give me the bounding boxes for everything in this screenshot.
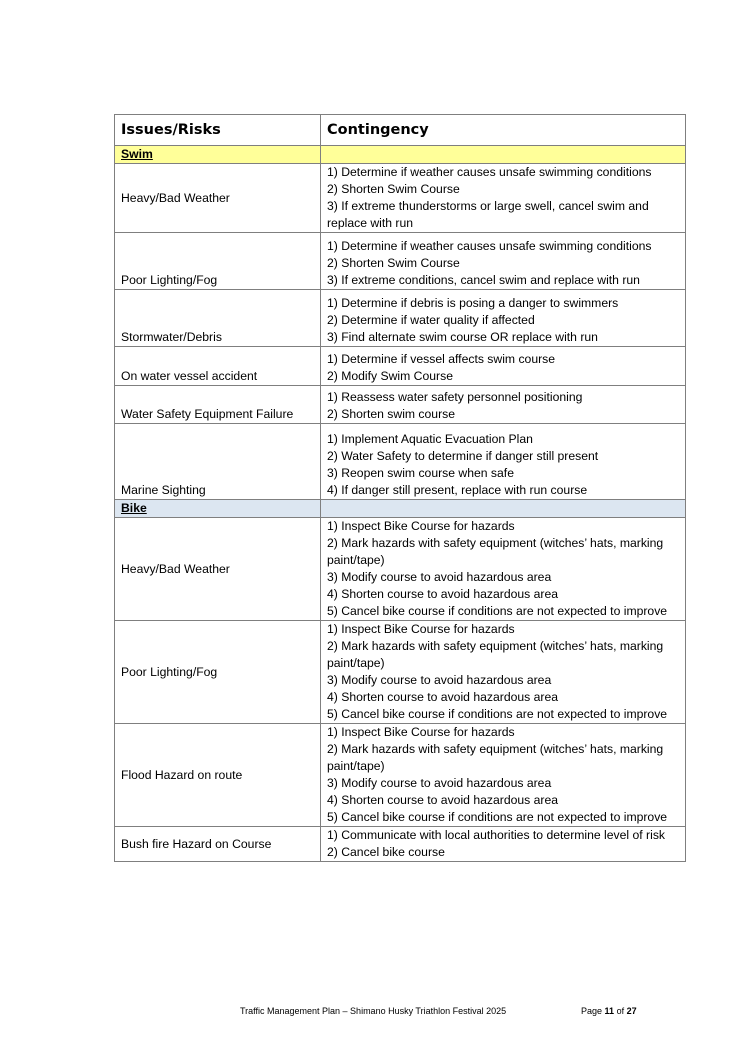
contingency-cell bbox=[321, 424, 686, 500]
header-issues-risks: Issues/Risks bbox=[115, 115, 321, 146]
contingency-line: 1) Determine if weather causes unsafe swimming conditions bbox=[327, 165, 652, 179]
contingency-line: 2) Modify Swim Course bbox=[327, 369, 453, 383]
contingency-line: 2) Cancel bike course bbox=[327, 845, 445, 859]
contingency-cell bbox=[321, 386, 686, 424]
contingency-line: 3) If extreme thunderstorms or large swell, cancel swim and replace with run bbox=[327, 199, 649, 230]
contingency-cell bbox=[321, 164, 686, 233]
contingency-line: 3) If extreme conditions, cancel swim and replace with run bbox=[327, 273, 640, 287]
issue-cell: Flood Hazard on route bbox=[115, 724, 321, 827]
table-row bbox=[115, 424, 686, 500]
contingency-line: 3) Modify course to avoid hazardous area bbox=[327, 570, 552, 584]
page-of-label: of bbox=[616, 1006, 625, 1016]
contingency-line: 4) If danger still present, replace with run course bbox=[327, 483, 588, 497]
contingency-line: 2) Water Safety to determine if danger still present bbox=[327, 449, 599, 463]
contingency-line: 1) Reassess water safety personnel positioning bbox=[327, 390, 583, 404]
contingency-line: 1) Inspect Bike Course for hazards bbox=[327, 725, 515, 739]
table-row bbox=[115, 827, 686, 862]
contingency-line: 2) Mark hazards with safety equipment (witches’ hats, marking paint/tape) bbox=[327, 536, 664, 567]
section-empty-cell bbox=[321, 146, 686, 164]
contingency-line: 1) Communicate with local authorities to determine level of risk bbox=[327, 828, 666, 842]
table-row bbox=[115, 724, 686, 827]
table-row bbox=[115, 621, 686, 724]
contingency-line: 4) Shorten course to avoid hazardous area bbox=[327, 793, 559, 807]
issue-cell: Heavy/Bad Weather bbox=[115, 164, 321, 233]
contingency-cell bbox=[321, 518, 686, 621]
contingency-line: 3) Reopen swim course when safe bbox=[327, 466, 514, 480]
section-label-cell bbox=[115, 500, 321, 518]
issue-cell: Bush fire Hazard on Course bbox=[115, 827, 321, 862]
section-label-bike: Bike bbox=[121, 501, 147, 515]
contingency-line: 1) Determine if weather causes unsafe swimming conditions bbox=[327, 239, 652, 253]
issue-cell: Heavy/Bad Weather bbox=[115, 518, 321, 621]
table-row bbox=[115, 518, 686, 621]
contingency-line: 2) Shorten swim course bbox=[327, 407, 456, 421]
contingency-cell bbox=[321, 724, 686, 827]
contingency-line: 3) Modify course to avoid hazardous area bbox=[327, 776, 552, 790]
table-row bbox=[115, 290, 686, 347]
contingency-line: 2) Shorten Swim Course bbox=[327, 256, 460, 270]
contingency-line: 1) Determine if debris is posing a danger to swimmers bbox=[327, 296, 619, 310]
contingency-cell bbox=[321, 621, 686, 724]
contingency-line: 1) Implement Aquatic Evacuation Plan bbox=[327, 432, 533, 446]
section-row-swim bbox=[115, 146, 686, 164]
page-label: Page bbox=[581, 1006, 603, 1016]
section-empty-cell bbox=[321, 500, 686, 518]
contingency-line: 3) Find alternate swim course OR replace with run bbox=[327, 330, 598, 344]
footer-document-title: Traffic Management Plan – Shimano Husky Triathlon Festival 2025 bbox=[240, 1006, 507, 1016]
issue-cell: Poor Lighting/Fog bbox=[115, 233, 321, 290]
issue-cell: Stormwater/Debris bbox=[115, 290, 321, 347]
contingency-line: 4) Shorten course to avoid hazardous area bbox=[327, 690, 559, 704]
contingency-line: 3) Modify course to avoid hazardous area bbox=[327, 673, 552, 687]
issue-cell: Water Safety Equipment Failure bbox=[115, 386, 321, 424]
contingency-line: 2) Shorten Swim Course bbox=[327, 182, 460, 196]
header-contingency: Contingency bbox=[321, 115, 686, 146]
contingency-line: 2) Mark hazards with safety equipment (witches’ hats, marking paint/tape) bbox=[327, 742, 664, 773]
page-current: 11 bbox=[604, 1006, 615, 1016]
section-label-cell bbox=[115, 146, 321, 164]
contingency-line: 2) Mark hazards with safety equipment (witches’ hats, marking paint/tape) bbox=[327, 639, 664, 670]
risk-contingency-table bbox=[114, 114, 686, 862]
contingency-cell bbox=[321, 290, 686, 347]
issue-cell: On water vessel accident bbox=[115, 347, 321, 386]
issue-cell: Marine Sighting bbox=[115, 424, 321, 500]
contingency-cell bbox=[321, 233, 686, 290]
table-row bbox=[115, 233, 686, 290]
contingency-line: 2) Determine if water quality if affected bbox=[327, 313, 535, 327]
table-row bbox=[115, 164, 686, 233]
contingency-line: 1) Determine if vessel affects swim course bbox=[327, 352, 556, 366]
table-row bbox=[115, 386, 686, 424]
footer-page-number bbox=[581, 1005, 637, 1017]
contingency-line: 5) Cancel bike course if conditions are not expected to improve bbox=[327, 604, 668, 618]
contingency-line: 4) Shorten course to avoid hazardous area bbox=[327, 587, 559, 601]
contingency-line: 5) Cancel bike course if conditions are not expected to improve bbox=[327, 707, 668, 721]
contingency-line: 1) Inspect Bike Course for hazards bbox=[327, 622, 515, 636]
table-header-row bbox=[115, 115, 686, 146]
section-row-bike bbox=[115, 500, 686, 518]
contingency-cell bbox=[321, 347, 686, 386]
table-row bbox=[115, 347, 686, 386]
section-label-swim: Swim bbox=[121, 147, 153, 161]
contingency-line: 5) Cancel bike course if conditions are not expected to improve bbox=[327, 810, 668, 824]
contingency-line: 1) Inspect Bike Course for hazards bbox=[327, 519, 515, 533]
contingency-cell bbox=[321, 827, 686, 862]
issue-cell: Poor Lighting/Fog bbox=[115, 621, 321, 724]
page-total: 27 bbox=[626, 1006, 637, 1016]
